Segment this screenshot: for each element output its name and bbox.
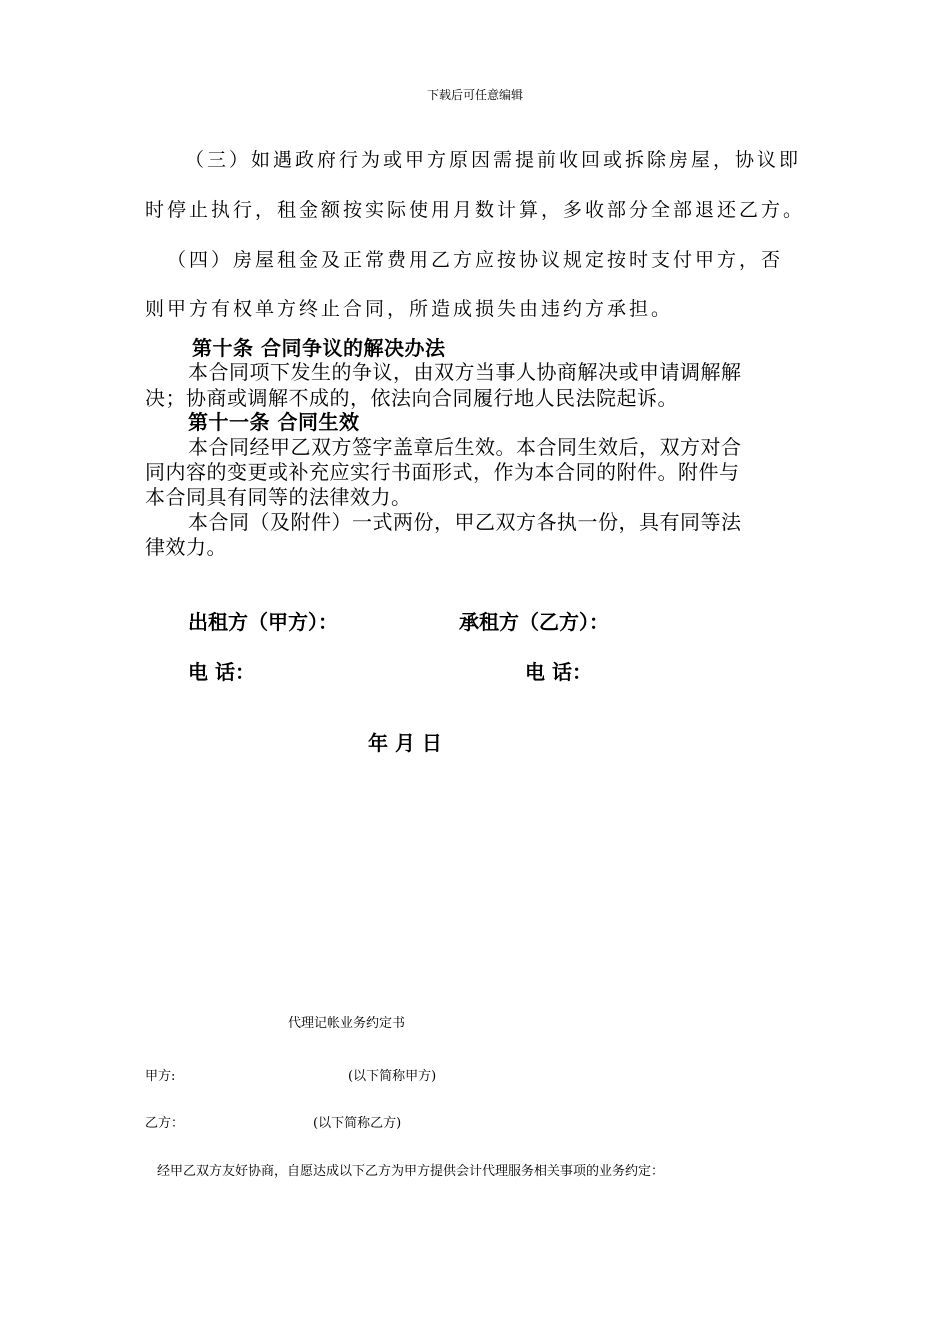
lessee-phone-label: 电 话： xyxy=(525,660,592,684)
clause-4-line-1: （四）房屋租金及正常费用乙方应按协议规定按时支付甲方，否 xyxy=(167,249,784,271)
agreement-title: 代理记帐业务约定书 xyxy=(288,1016,406,1031)
article-11-heading: 第十一条 合同生效 xyxy=(188,410,360,434)
party-a-label: 甲方: xyxy=(145,1069,176,1084)
agreement-intro: 经甲乙双方友好协商，自愿达成以下乙方为甲方提供会计代理服务相关事项的业务约定： xyxy=(157,1164,665,1179)
party-a-note: (以下简称甲方) xyxy=(348,1069,437,1084)
clause-4-line-2: 则甲方有权单方终止合同，所造成损失由违约方承担。 xyxy=(145,298,674,320)
article-11-line-1: 本合同经甲乙双方签字盖章后生效。本合同生效后，双方对合 xyxy=(188,435,742,459)
article-11-line-5: 律效力。 xyxy=(145,535,227,559)
page-header: 下载后可任意编辑 xyxy=(426,88,523,102)
clause-3-line-2: 时停止执行，租金额按实际使用月数计算，多收部分全部退还乙方。 xyxy=(145,199,806,221)
article-11-line-2: 同内容的变更或补充应实行书面形式，作为本合同的附件。附件与 xyxy=(145,460,740,484)
party-b-label: 乙方： xyxy=(145,1116,185,1131)
party-b-note: (以下简称乙方) xyxy=(313,1116,402,1131)
article-11-line-3: 本合同具有同等的法律效力。 xyxy=(145,485,412,509)
lessor-phone-label: 电 话： xyxy=(188,660,255,684)
article-10-line-2: 决；协商或调解不成的，依法向合同履行地人民法院起诉。 xyxy=(145,386,678,410)
article-10-line-1: 本合同项下发生的争议，由双方当事人协商解决或申请调解解 xyxy=(188,360,742,384)
clause-3-line-1: （三）如遇政府行为或甲方原因需提前收回或拆除房屋，协议即 xyxy=(185,149,802,171)
article-11-line-4: 本合同（及附件）一式两份，甲乙双方各执一份，具有同等法 xyxy=(188,510,742,534)
signing-date: 年 月 日 xyxy=(368,731,442,755)
article-10-heading: 第十条 合同争议的解决办法 xyxy=(192,336,446,360)
lessee-signature-label: 承租方（乙方）： xyxy=(459,610,609,634)
lessor-signature-label: 出租方（甲方）： xyxy=(188,610,338,634)
